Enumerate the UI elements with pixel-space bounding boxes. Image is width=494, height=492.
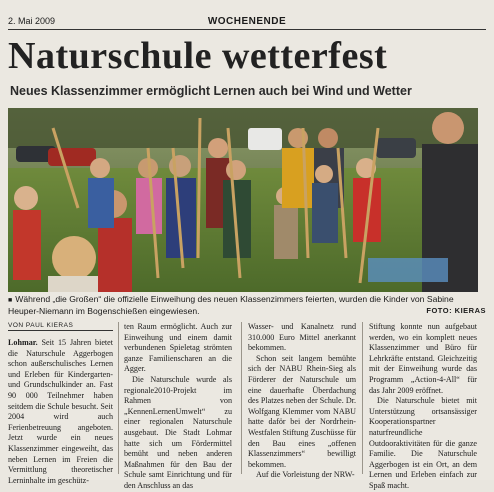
byline: VON PAUL KIERAS bbox=[8, 322, 113, 331]
column-1-text: Seit 15 Jahren bietet die Naturschule Aggerbogen schon außerschulisches Lernen und Erleben für Kindergarten- und Grundschulkinder an. Fast 90 000 Teilnehmer haben seitdem die Schule besucht. Seit 2004 wird auch Ferienbetreuung angeboten. Jetzt wurde ein neues Klassenzimmer eingeweiht, das neben Lernen im Freien die Vermittlung theoretischer Lerninhalte im geschütz- bbox=[8, 338, 113, 485]
column-divider bbox=[362, 322, 363, 474]
article-column-4 bbox=[369, 322, 477, 490]
column-3-paragraph-1: Wasser- und Kanalnetz rund 310.000 Euro Mittel anerkannt bekommen. bbox=[248, 322, 356, 353]
photo-illustration bbox=[8, 108, 478, 292]
article-column-2 bbox=[124, 322, 232, 490]
article-column-3 bbox=[248, 322, 356, 480]
column-4-paragraph-2: Die Naturschule bietet mit Unterstützung ortsansässiger Kooperationspartner naturfreundliche Outdooraktivitäten für die ganze Familie. Die Naturschule Aggerbogen ist ein Ort, an dem Lernen und Erleben einfach zur Spaß macht. bbox=[369, 396, 477, 490]
column-2-paragraph-1: ten Raum ermöglicht. Auch zur Einweihung und einem damit verbundenen Spieletag strömten ganze Familienscharen an die Agger. bbox=[124, 322, 232, 374]
column-divider bbox=[118, 322, 119, 474]
headline: Naturschule wetterfest bbox=[8, 35, 388, 77]
photo-credit: FOTO: KIERAS bbox=[426, 306, 486, 315]
article-photo bbox=[8, 108, 478, 292]
column-3-paragraph-2: Schon seit langem bemühte sich der NABU Rhein-Sieg als Förderer der Naturschule um eine dauerhafte Überdachung des Platzes neben der Schule. Dr. Wolfgang Klemmer vom NABU hatte daför bei der Nordrhein-Westfalen Stiftung Zuschüsse für den Bau eines „offenen Klassenzimmers“ bewilligt bekommen. bbox=[248, 353, 356, 469]
masthead bbox=[8, 16, 486, 28]
caption-text: Während „die Großen“ die offizielle Einweihung des neuen Klassenzimmers feierten, wurden die Kinder von Sabine Heuper-Niemann im Bogenschießen eingewiesen. bbox=[8, 294, 454, 316]
masthead-rule bbox=[8, 29, 486, 30]
subheadline: Neues Klassenzimmer ermöglicht Lernen auch bei Wind und Wetter bbox=[10, 84, 412, 98]
lead-word: Lohmar. bbox=[8, 338, 38, 347]
column-divider bbox=[241, 322, 242, 474]
column-4-paragraph-1: Stiftung konnte nun aufgebaut werden, wo ein komplett neues Klassenzimmer und Büro für Lehrkräfte entstand. Gleichzeitig mit der Einweihung wurde das Programm „Action-4-All“ für das Jahr 2009 eröffnet. bbox=[369, 322, 477, 395]
article-column-1 bbox=[8, 338, 113, 485]
issue-date: 2. Mai 2009 bbox=[8, 16, 56, 26]
column-2-paragraph-2: Die Naturschule wurde als regionale2010-Projekt im Rahmen von „KennenLernenUmwelt“ zu einer regionalen Naturschule ausgebaut. Die Stadt Lohmar hatte sich um Fördermittel bemüht und neben anderen Maßnahmen für den Bau der Schule samt Einrichtung und für den Anschluss an das bbox=[124, 374, 232, 490]
caption-bullet: ■ bbox=[8, 297, 13, 304]
photo-caption bbox=[8, 294, 486, 317]
section-title: WOCHENENDE bbox=[207, 16, 287, 27]
column-3-paragraph-3: Auf die Vorleistung der NRW- bbox=[256, 470, 355, 480]
